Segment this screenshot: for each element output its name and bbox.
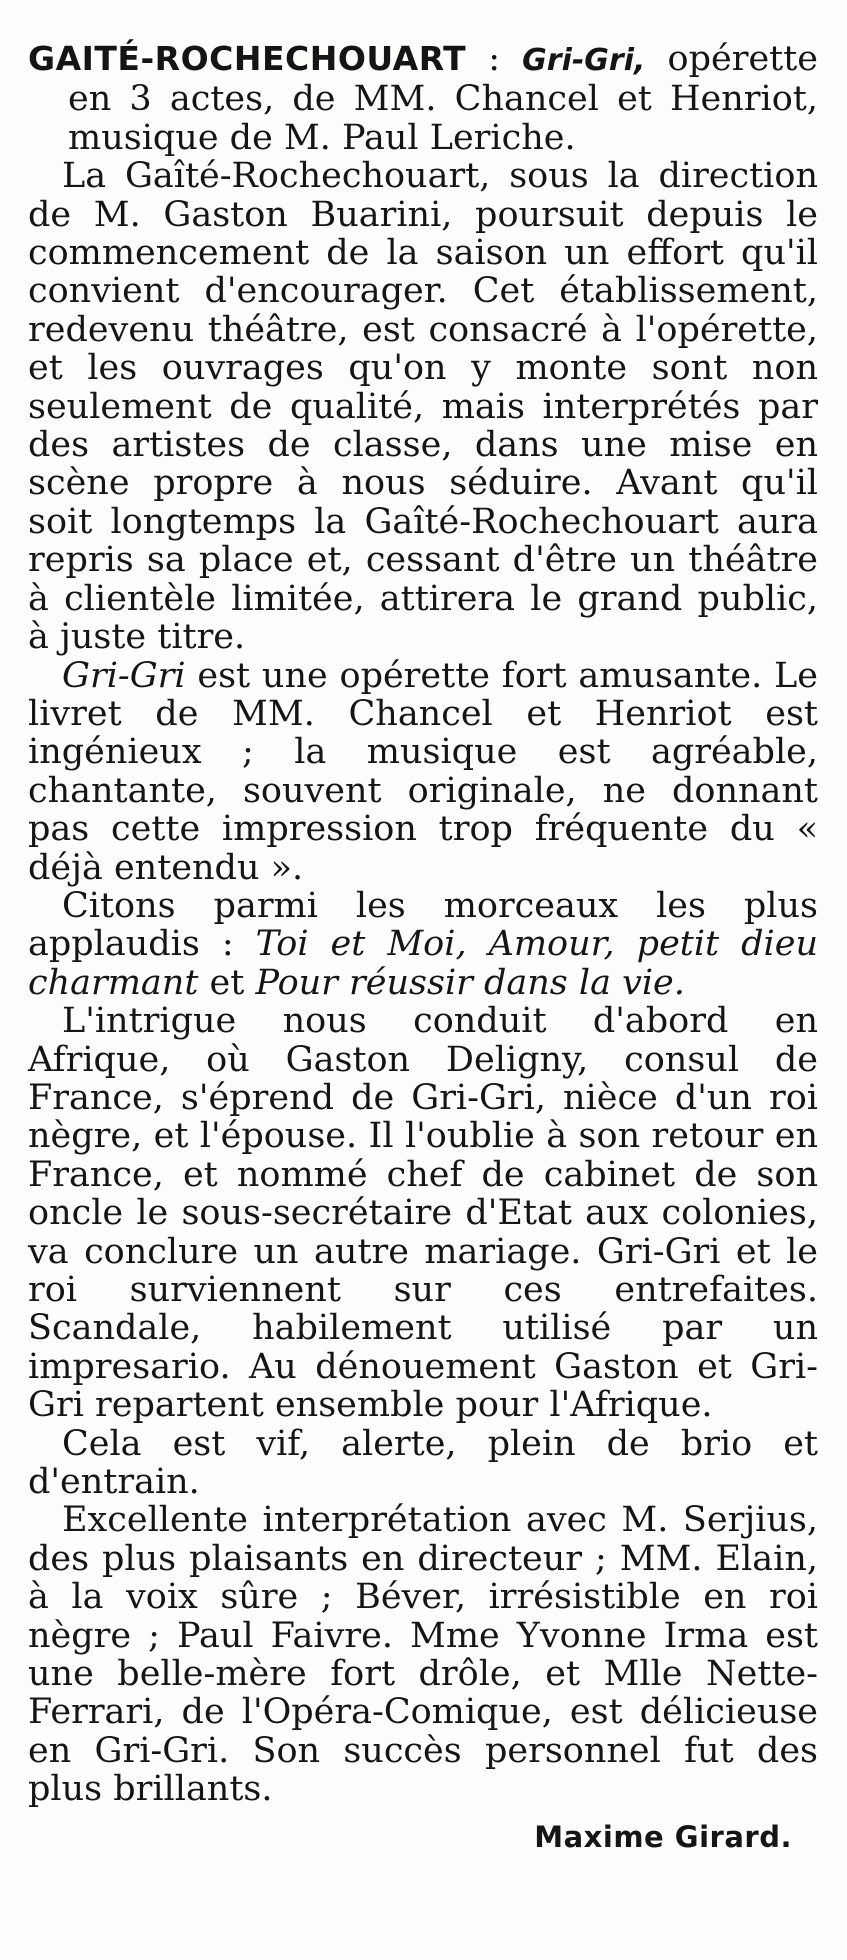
paragraph-plot: L'intrigue nous conduit d'abord en Afrique, où Gaston Deligny, consul de France, s'éprend de Gri-Gri, nièce d'un roi nègre, et l'épouse. Il l'oublie à son retour en France, et nommé chef de cabinet de son oncle le sous-secrétaire d'Etat aux colonies, va conclure un autre mariage. Gri-Gri et le roi surviennent sur ces entrefaites. Scandale, habilement utilisé par un impresario. Au dénouement Gaston et Gri-Gri repartent ensemble pour l'Afrique. (28, 1001, 818, 1426)
theatre-name: GAITÉ-ROCHECHOUART (28, 39, 467, 78)
paragraph-songs-conjunction: et (198, 962, 256, 1003)
signature-row (28, 1809, 818, 1856)
paragraph-appreciation-title: Gri-Gri (62, 655, 186, 696)
paragraph-appreciation (28, 657, 818, 887)
song-title-first: Toi et Moi, Amour, petit dieu charmant (28, 924, 818, 1003)
paragraph-introduction: La Gaîté-Rochechouart, sous la direction de M. Gaston Buarini, poursuit depuis le commencement de la saison un effort qu'il convient d'encourager. Cet établissement, redevenu théâtre, est consacré à l'opérette, et les ouvrages qu'on y monte sont non seulement de qualité, mais interprétés par des artistes de classe, dans une mise en scène propre à nous séduire. Avant qu'il soit longtemps la Gaîté-Rochechouart aura repris sa place et, cessant d'être un théâtre à clientèle limitée, attirera le grand public, à juste titre. (28, 156, 818, 658)
paragraph-appreciation-text: est une opérette fort amusante. Le livret de MM. Chancel et Henriot est ingénieux ; la musique est agréable, chantante, souvent originale, ne donnant pas cette impression trop fréquente du « déjà entendu ». (28, 655, 818, 888)
paragraph-songs-intro: Citons parmi les morceaux les plus applaudis : (28, 885, 818, 965)
operetta-title: Gri-Gri, (522, 43, 646, 78)
song-title-second: Pour réussir dans la vie. (255, 962, 685, 1003)
heading-description: opérette en 3 actes, de MM. Chancel et Henriot, musique de M. Paul Leriche. (68, 39, 818, 158)
review-column (28, 40, 818, 1856)
paragraph-cast: Excellente interprétation avec M. Serjius, des plus plaisants en directeur ; MM. Elain, à la voix sûre ; Béver, irrésistible en roi nègre ; Paul Faivre. Mme Yvonne Irma est une belle-mère fort drôle, et Mlle Nette-Ferrari, de l'Opéra-Comique, est délicieuse en Gri-Gri. Son succès personnel fut des plus brillants. (28, 1500, 818, 1810)
heading-separator: : (466, 39, 523, 79)
paragraph-songs (28, 887, 818, 1002)
paragraph-verdict: Cela est vif, alerte, plein de brio et d'entrain. (28, 1423, 818, 1503)
review-heading (28, 40, 818, 157)
author-signature: Maxime Girard. (534, 1819, 792, 1854)
